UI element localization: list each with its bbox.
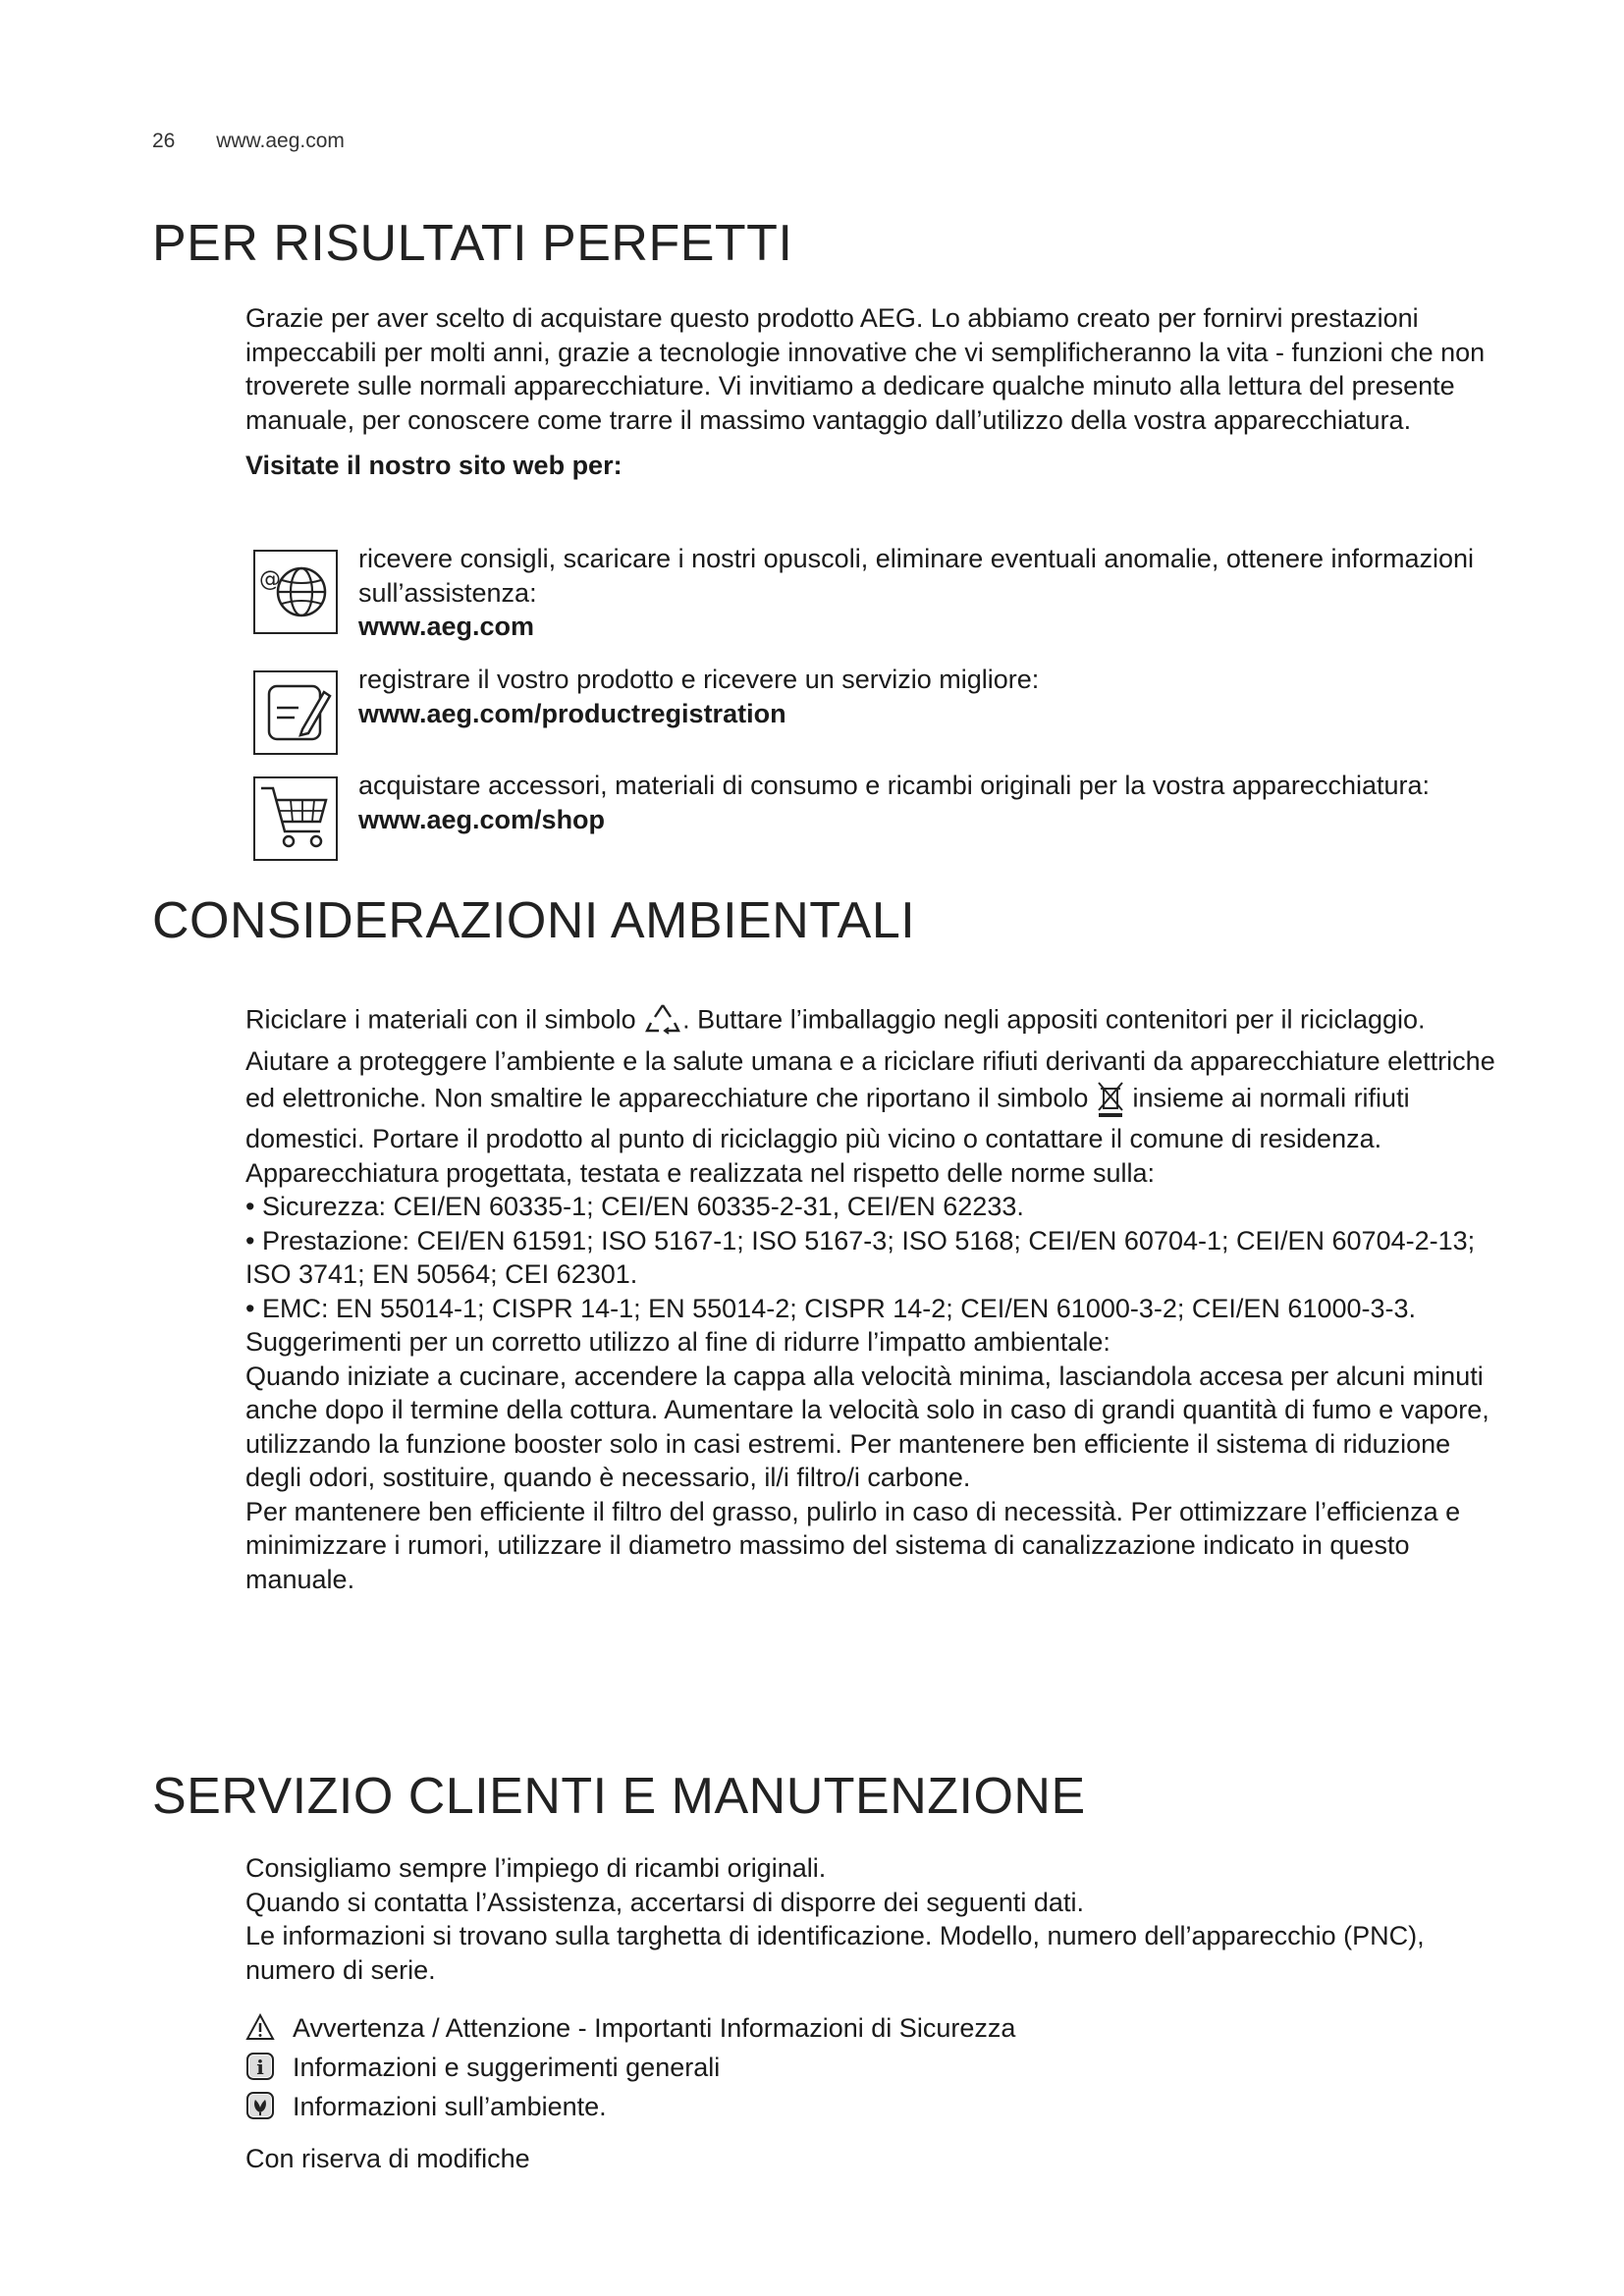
- section-title-results: PER RISULTATI PERFETTI: [152, 215, 793, 272]
- results-intro: Grazie per aver scelto di acquistare questo prodotto AEG. Lo abbiamo creato per fornirvi prestazioni impeccabili per molti anni, grazie a tecnologie innovative che vi semplificheranno la vita - funzioni che non troverete sulle normali apparecchiature. Vi invitiamo a dedicare qualche minuto alla lettura del presente manuale, per conoscere come trarre il massimo vantaggio dall’utilizzo della vostra apparecchiatura.: [245, 303, 1486, 435]
- visit-item-registration-description: registrare il vostro prodotto e ricevere un servizio migliore:: [358, 665, 1040, 694]
- tips-paragraph-2: Per mantenere ben efficiente il filtro del grasso, pulirlo in caso di necessità. Per ottimizzare l’efficienza e minimizzare i rumori, utilizzare il diametro massimo del sistema di canalizzazione indicato in questo manuale.: [245, 1496, 1461, 1594]
- legend-info: [245, 2048, 1512, 2087]
- tips-paragraph-1: Quando iniziate a cucinare, accendere la cappa alla velocità minima, lasciandola accesa per alcuni minuti anche dopo il termine della cottura. Aumentare la velocità solo in caso di grandi quantità di fumo e vapore, utilizzando la funzione booster solo in casi estremi. Per mantenere ben efficiente il sistema di riduzione degli odori, sostituire, quando è necessario, il/i filtro/i carbone.: [245, 1361, 1489, 1492]
- globe-icon: [253, 550, 338, 634]
- link-product-registration[interactable]: www.aeg.com/productregistration: [358, 698, 786, 728]
- link-aeg-com[interactable]: www.aeg.com: [358, 612, 535, 641]
- recycle-paragraph: [245, 999, 1512, 1043]
- section-title-environment: CONSIDERAZIONI AMBIENTALI: [152, 892, 916, 949]
- results-body: [245, 301, 1512, 483]
- registration-icon: [253, 670, 338, 755]
- visit-item-support-description: ricevere consigli, scaricare i nostri opuscoli, eliminare eventuali anomalie, ottenere informazioni sull’assistenza:: [358, 544, 1475, 608]
- legend-environment-text: Informazioni sull’ambiente.: [293, 2092, 607, 2121]
- visit-item-shop-description: acquistare accessori, materiali di consumo e ricambi originali per la vostra apparecchiatura:: [358, 771, 1430, 800]
- service-line-1: Consigliamo sempre l’impiego di ricambi originali.: [245, 1853, 827, 1883]
- visit-item-shop-text: [358, 769, 1517, 836]
- visit-item-support-text: [358, 542, 1517, 644]
- page-header: [152, 130, 345, 153]
- standard-emc: • EMC: EN 55014-1; CISPR 14-1; EN 55014-2; CISPR 14-2; CEI/EN 61000-3-2; CEI/EN 61000-3-3.: [245, 1293, 1417, 1323]
- info-icon: [245, 2052, 275, 2081]
- page-number: 26: [152, 130, 176, 152]
- recycle-text-before: Riciclare i materiali con il simbolo: [245, 1004, 636, 1035]
- legend-environment: [245, 2087, 1512, 2126]
- crossed-bin-icon: [1096, 1079, 1125, 1121]
- service-body: [245, 1851, 1512, 2176]
- legend-warning-text: Avvertenza / Attenzione - Importanti Informazioni di Sicurezza: [293, 2013, 1016, 2043]
- environment-icon: [245, 2091, 275, 2120]
- weee-paragraph: [245, 1043, 1512, 1156]
- standard-performance: • Prestazione: CEI/EN 61591; ISO 5167-1; ISO 5167-3; ISO 5168; CEI/EN 60704-1; CEI/EN 60704-2-13; ISO 3741; EN 50564; CEI 62301.: [245, 1225, 1476, 1289]
- footer-note: Con riserva di modifiche: [245, 2144, 530, 2173]
- recycle-text-after: . Buttare l’imballaggio negli appositi contenitori per il riciclaggio.: [682, 1004, 1426, 1035]
- standard-safety: • Sicurezza: CEI/EN 60335-1; CEI/EN 60335-2-31, CEI/EN 62233.: [245, 1192, 1024, 1221]
- standards-intro: Apparecchiatura progettata, testata e realizzata nel rispetto delle norme sulla:: [245, 1157, 1156, 1188]
- warning-icon: [245, 2012, 275, 2042]
- tips-intro: Suggerimenti per un corretto utilizzo al fine di ridurre l’impatto ambientale:: [245, 1327, 1110, 1357]
- weee-text-before: Aiutare a proteggere l’ambiente e la salute umana e a riciclare rifiuti derivanti da apparecchiature elettriche ed elettroniche. Non smaltire le apparecchiature che riportano il simbolo: [245, 1045, 1495, 1113]
- environment-body: [245, 999, 1512, 1596]
- svg-text:i: i: [256, 2056, 264, 2079]
- link-aeg-shop[interactable]: www.aeg.com/shop: [358, 804, 606, 834]
- shopping-cart-icon: [253, 776, 338, 861]
- visit-item-registration-text: [358, 663, 1517, 730]
- legend-info-text: Informazioni e suggerimenti generali: [293, 2053, 721, 2082]
- service-line-2: Quando si contatta l’Assistenza, accertarsi di disporre dei seguenti dati.: [245, 1887, 1084, 1917]
- section-title-service: SERVIZIO CLIENTI E MANUTENZIONE: [152, 1768, 1086, 1825]
- svg-text:@: @: [259, 567, 281, 592]
- header-website: www.aeg.com: [216, 130, 345, 152]
- visit-heading: Visitate il nostro sito web per:: [245, 451, 623, 480]
- legend-warning: [245, 2008, 1512, 2048]
- symbol-legend: [245, 2008, 1512, 2126]
- recycle-icon: [643, 999, 682, 1043]
- service-line-3: Le informazioni si trovano sulla targhetta di identificazione. Modello, numero dell’apparecchio (PNC), numero di serie.: [245, 1921, 1425, 1985]
- weee-text-after: insieme ai normali rifiuti domestici. Portare il prodotto al punto di riciclaggio più vicino o contattare il comune di residenza.: [245, 1083, 1410, 1153]
